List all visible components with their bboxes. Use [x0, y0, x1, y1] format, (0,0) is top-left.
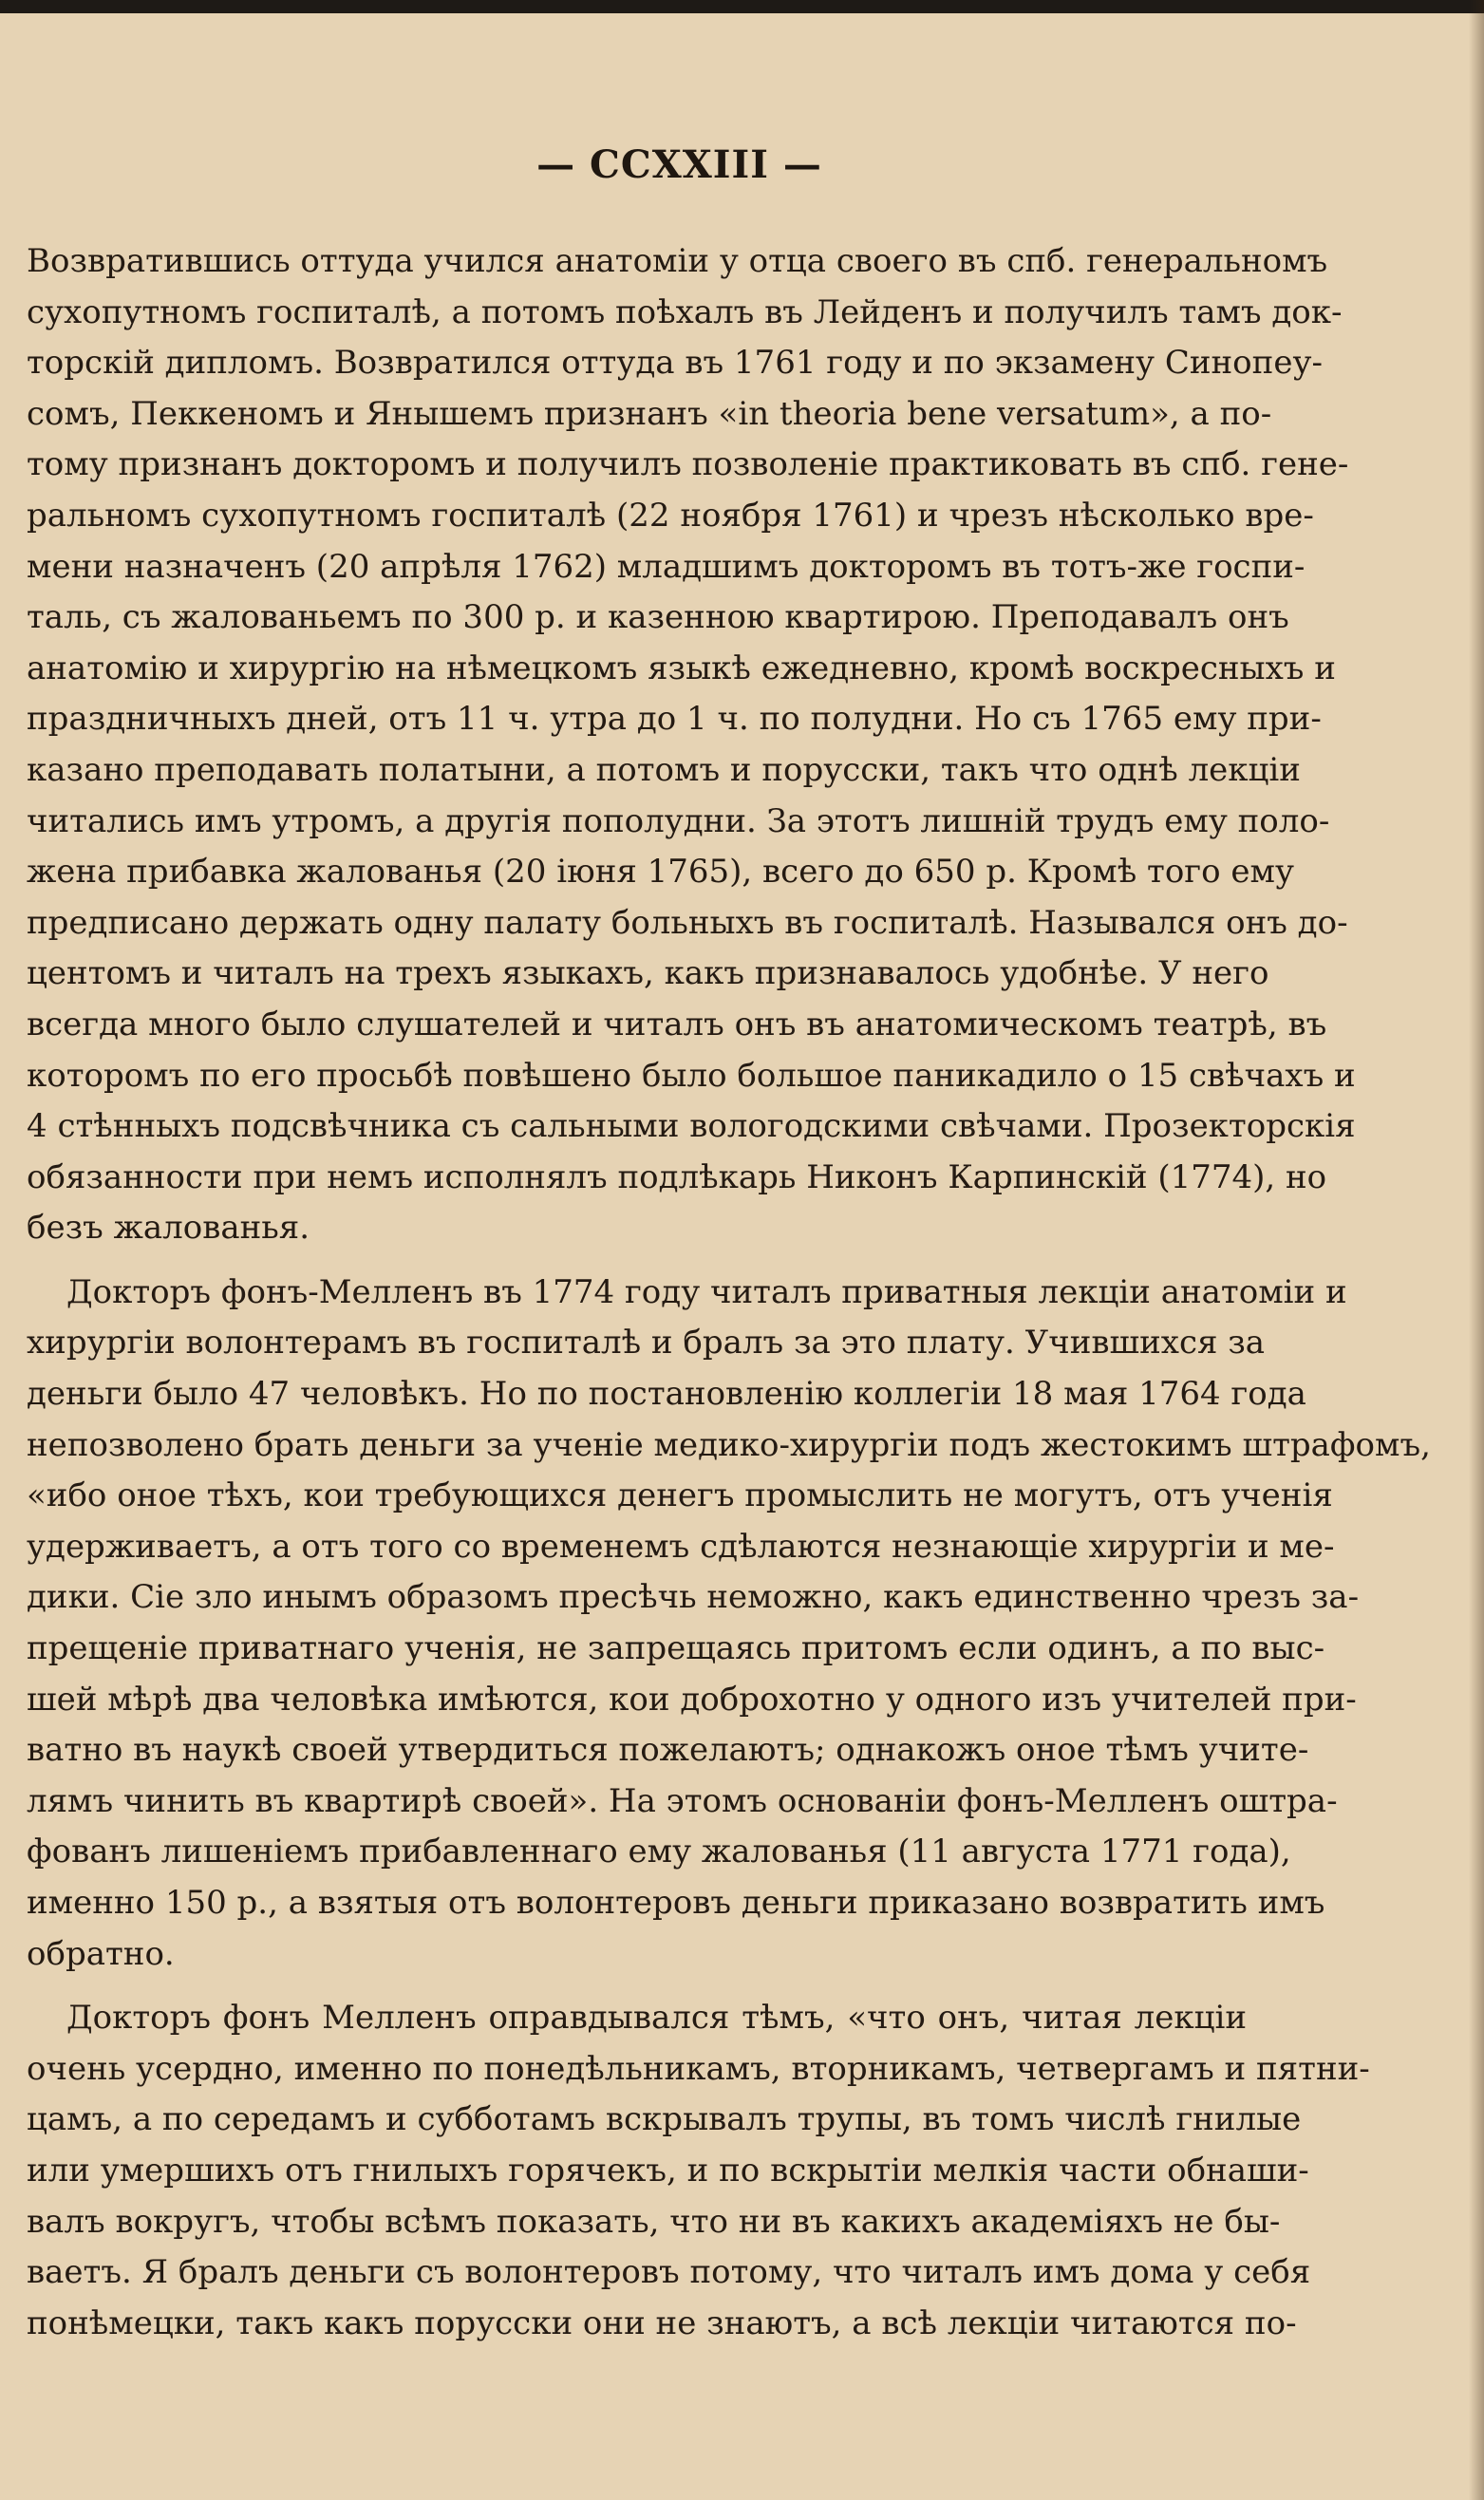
text-line: казано преподавать полатыни, а потомъ и порусски, такъ что однѣ лекціи: [27, 750, 1301, 789]
text-line: лямъ чинить въ квартирѣ своей». На этомъ основаніи фонъ-Мелленъ оштра-: [27, 1781, 1338, 1820]
text-line: ваетъ. Я бралъ деньги съ волонтеровъ потому, что читалъ имъ дома у себя: [27, 2253, 1311, 2292]
text-line: обязанности при немъ исполнялъ подлѣкарь Никонъ Карпинскій (1774), но: [27, 1157, 1327, 1196]
text-line: непозволено брать деньги за ученіе медико-хирургіи подъ жестокимъ штрафомъ,: [27, 1425, 1431, 1464]
text-line: которомъ по его просьбѣ повѣшено было большое паникадило о 15 свѣчахъ и: [27, 1056, 1356, 1095]
text-line: мени назначенъ (20 апрѣля 1762) младшимъ докторомъ въ тотъ-же госпи-: [27, 547, 1306, 586]
text-line: очень усердно, именно по понедѣльникамъ, вторникамъ, четвергамъ и пятни-: [27, 2049, 1370, 2088]
text-line: таль, съ жалованьемъ по 300 р. и казенною квартирою. Преподавалъ онъ: [27, 598, 1289, 637]
text-line: безъ жалованья.: [27, 1209, 310, 1248]
text-line: анатомію и хирургію на нѣмецкомъ языкѣ ежедневно, кромѣ воскресныхъ и: [27, 648, 1336, 687]
text-line: удерживаетъ, а отъ того со временемъ сдѣлаются незнающіе хирургіи и ме-: [27, 1527, 1335, 1566]
text-line: ватно въ наукѣ своей утвердиться пожелаютъ; однакожъ оное тѣмъ учите-: [27, 1731, 1309, 1770]
text-line: прещеніе приватнаго ученія, не запрещаясь притомъ если одинъ, а по выс-: [27, 1629, 1325, 1668]
text-line: праздничныхъ дней, отъ 11 ч. утра до 1 ч. по полудни. Но съ 1765 ему при-: [27, 700, 1322, 739]
body-text: [27, 236, 1431, 2349]
text-line: предписано держать одну палату больныхъ въ госпиталѣ. Назывался онъ до-: [27, 903, 1348, 942]
paragraph-gap: [27, 1980, 1247, 1993]
text-line: читались имъ утромъ, а другія пополудни. За этотъ лишній трудъ ему поло-: [27, 801, 1330, 840]
text-line: Докторъ фонъ-Мелленъ въ 1774 году читалъ приватныя лекціи анатоміи и: [66, 1272, 1347, 1311]
text-line: тому признанъ докторомъ и получилъ позволеніе практиковать въ спб. гене-: [27, 445, 1349, 484]
scan-top-border: [0, 0, 1484, 13]
text-line: понѣмецки, такъ какъ порусски они не знаютъ, а всѣ лекціи читаются по-: [27, 2303, 1297, 2342]
book-page: [27, 142, 1431, 2349]
text-line: «ибо оное тѣхъ, кои требующихся денегъ промыслить не могутъ, отъ ученія: [27, 1476, 1333, 1515]
text-line: деньги было 47 человѣкъ. Но по постановленію коллегіи 18 мая 1764 года: [27, 1375, 1306, 1414]
text-line: Возвратившись оттуда учился анатоміи у отца своего въ спб. генеральномъ: [27, 242, 1328, 280]
paragraph-gap: [27, 1254, 1247, 1268]
text-line: ральномъ сухопутномъ госпиталѣ (22 ноября 1761) и чрезъ нѣсколько вре-: [27, 496, 1314, 535]
text-line: шей мѣрѣ два человѣка имѣются, кои доброхотно у одного изъ учителей при-: [27, 1680, 1357, 1719]
paragraph: [27, 1993, 1370, 2349]
text-line: именно 150 р., а взятыя отъ волонтеровъ деньги приказано возвратить имъ: [27, 1884, 1325, 1922]
text-line: центомъ и читалъ на трехъ языкахъ, какъ признавалось удобнѣе. У него: [27, 954, 1269, 993]
paragraph: [27, 1268, 1431, 1980]
text-line: хирургіи волонтерамъ въ госпиталѣ и бралъ за это плату. Учившихся за: [27, 1324, 1266, 1363]
text-line: цамъ, а по середамъ и субботамъ вскрывалъ трупы, въ томъ числѣ гнилые: [27, 2100, 1302, 2139]
text-line: торскій дипломъ. Возвратился оттуда въ 1761 году и по экзамену Синопеу-: [27, 344, 1323, 383]
text-line: дики. Сіе зло инымъ образомъ пресѣчь неможно, какъ единственно чрезъ за-: [27, 1578, 1360, 1617]
text-line: сухопутномъ госпиталѣ, а потомъ поѣхалъ въ Лейденъ и получилъ тамъ док-: [27, 292, 1343, 331]
text-line: фованъ лишеніемъ прибавленнаго ему жалованья (11 августа 1771 года),: [27, 1833, 1291, 1871]
paragraph: [27, 236, 1356, 1254]
text-line: всегда много было слушателей и читалъ онъ въ анатомическомъ театрѣ, въ: [27, 1005, 1327, 1043]
page-number: — CCXXIII —: [536, 142, 822, 187]
text-line: обратно.: [27, 1934, 175, 1973]
text-line: Докторъ фонъ Мелленъ оправдывался тѣмъ, «что онъ, читая лекціи: [66, 1999, 1247, 2038]
text-line: валъ вокругъ, чтобы всѣмъ показать, что ни въ какихъ академіяхъ не бы-: [27, 2202, 1281, 2241]
text-line: 4 стѣнныхъ подсвѣчника съ сальными вологодскими свѣчами. Прозекторскія: [27, 1107, 1356, 1146]
text-line: жена прибавка жалованья (20 іюня 1765), всего до 650 р. Кромѣ того ему: [27, 853, 1294, 892]
scan-page-edge: [1469, 0, 1484, 2500]
text-line: сомъ, Пеккеномъ и Янышемъ признанъ «in theoria bene versatum», а по-: [27, 394, 1272, 433]
text-line: или умершихъ отъ гнилыхъ горячекъ, и по вскрытіи мелкія части обнаши-: [27, 2151, 1309, 2190]
